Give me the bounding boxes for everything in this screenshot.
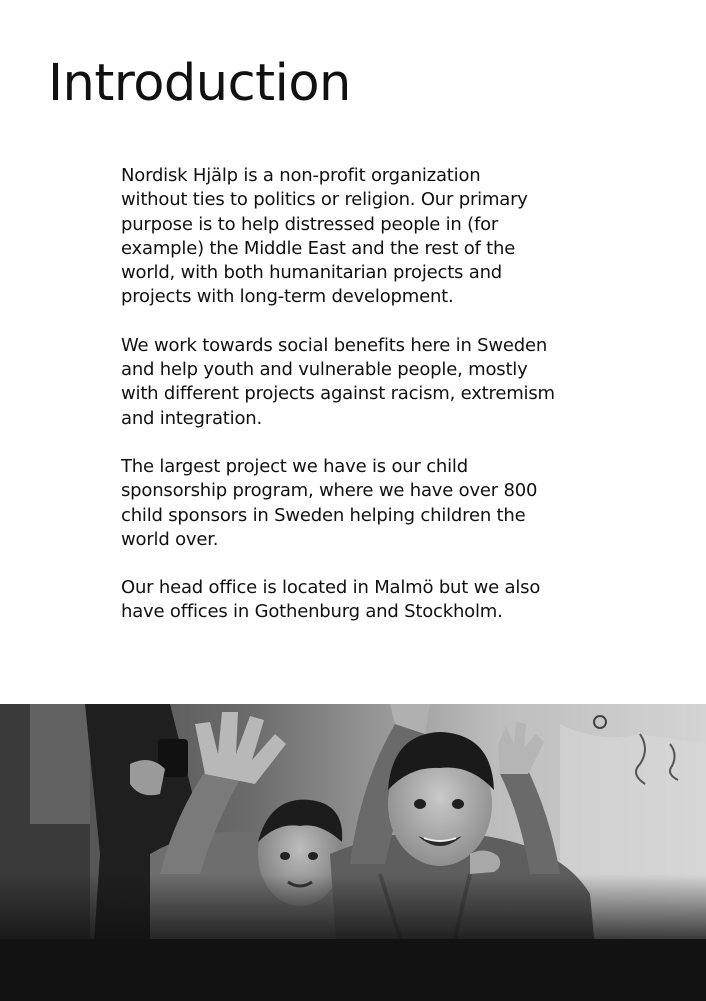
text-line: have offices in Gothenburg and Stockholm. [121,601,503,623]
children-photo [0,704,706,1001]
text-line: with different projects against racism, extremism [121,383,555,405]
text-line: child sponsors in Sweden helping children the [121,504,526,526]
text-line: without ties to politics or religion. Our primary [121,189,528,211]
text-line: example) the Middle East and the rest of the [121,237,516,259]
text-line: projects with long-term development. [121,286,454,308]
text-line: sponsorship program, where we have over 800 [121,480,538,502]
text-line: Our head office is located in Malmö but we also [121,577,541,599]
paragraph-sponsorship [121,455,601,552]
text-line: world, with both humanitarian projects and [121,262,503,284]
paragraph-intro [121,164,601,310]
paragraph-social [121,334,601,431]
paragraph-offices [121,576,601,625]
text-line: purpose is to help distressed people in (for [121,213,499,235]
text-line: and help youth and vulnerable people, mostly [121,359,528,381]
text-line: and integration. [121,407,262,429]
text-line: world over. [121,528,219,550]
text-line: The largest project we have is our child [121,455,468,477]
page-title: Introduction [48,54,351,113]
body-text [121,164,601,649]
text-line: We work towards social benefits here in Sweden [121,334,548,356]
text-line: Nordisk Hjälp is a non-profit organization [121,165,481,186]
